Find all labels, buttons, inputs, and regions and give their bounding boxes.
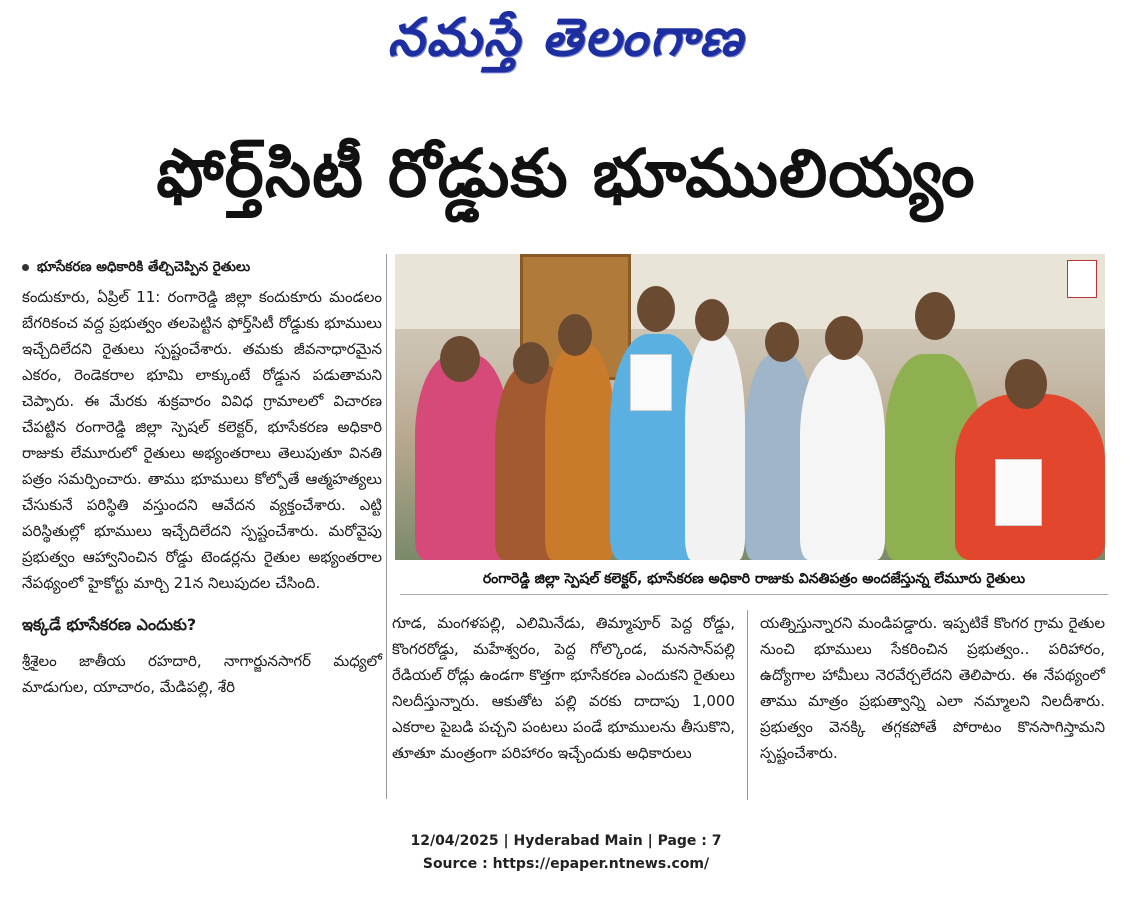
photo-person (800, 354, 885, 560)
petition-paper (630, 354, 672, 411)
headline (0, 128, 1132, 234)
photo-person (685, 334, 745, 560)
bullet-text: భూసేకరణ అధికారికి తేల్చిచెప్పిన రైతులు (37, 259, 251, 275)
headline-text: ఫోర్త్‌సిటీ రోడ్డుకు భూములియ్యం (156, 134, 976, 212)
footer-source: Source : https://epaper.ntnews.com/ (422, 856, 710, 872)
photo-caption: రంగారెడ్డి జిల్లా స్పెషల్ కలెక్టర్, భూసేకరణ అధికారి రాజుకు వినతిపత్రం అందజేస్తున్న లేమూరు రైతులు (400, 566, 1108, 595)
footer-date-edition: 12/04/2025 | Hyderabad Main | Page : 7 (410, 833, 722, 849)
article-column-2 (392, 610, 735, 766)
photo-person-head (513, 342, 549, 384)
column-divider (386, 254, 387, 799)
photo-person (545, 344, 615, 560)
bullet-icon (22, 264, 29, 271)
masthead (0, 4, 1132, 84)
photo-person-head (558, 314, 592, 356)
bullet-line (22, 254, 382, 280)
document-paper (995, 459, 1042, 526)
article-column-1 (22, 254, 382, 700)
photo-person-head (695, 299, 729, 341)
subheading: ఇక్కడే భూసేకరణ ఎందుకు? (22, 615, 197, 634)
article-body-3: యత్నిస్తున్నారని మండిపడ్డారు. ఇప్పటికే కొంగర గ్రామ రైతుల నుంచి భూములు సేకరించిన ప్రభుత్వం.. పరిహారం, ఉద్యోగాల హామీలు నెరవేర్చలేదని తెలిపారు. ఈ నేపథ్యంలో తాము మాత్రం ప్రభుత్వాన్ని ఎలా నమ్మాలని నిలదీశారు. ప్రభుత్వం వెనక్కి తగ్గకపోతే పోరాటం కొనసాగిస్తామని స్పష్టంచేశారు. (760, 614, 1105, 762)
article-column-3 (760, 610, 1105, 766)
masthead-title: నమస్తే తెలంగాణ (387, 7, 745, 68)
article-body-1b: శ్రీశైలం జాతీయ రహదారి, నాగార్జునసాగర్ మధ్యలో మాడుగుల, యాచారం, మేడిపల్లి, శేరి (22, 652, 382, 696)
photo-person-head (915, 292, 955, 340)
photo-sign (1067, 260, 1097, 298)
photo-person-head (1005, 359, 1047, 409)
article-body-1: కందుకూరు, ఏప్రిల్ 11: రంగారెడ్డి జిల్లా కందుకూరు మండలం బేగరికంచ వద్ద ప్రభుత్వం తలపెట్టిన ఫోర్త్‌సిటీ రోడ్డుకు భూములు ఇచ్చేదిలేదని రైతులు స్పష్టంచేశారు. తమకు జీవనాధారమైన ఎకరం, రెండెకరాల భూమి లాక్కుంటే రోడ్డున పడుతామని చెప్పారు. ఈ మేరకు శుక్రవారం వివిధ గ్రామాలలో విచారణ చేపట్టిన రంగారెడ్డి జిల్లా స్పెషల్ కలెక్టర్, భూసేకరణ అధికారి రాజుకు లేమూరులో రైతులు అభ్యంతరాలు తెలుపుతూ వినతి పత్రం సమర్పించారు. తాము భూములు కోల్పోతే ఆత్మహత్యలు చేసుకునే పరిస్థితి వస్తుందని ఆవేదన వ్యక్తంచేశారు. ఎట్టి పరిస్థితుల్లో భూములు ఇచ్చేదిలేదని స్పష్టంచేశారు. మరోవైపు ప్రభుత్వం ఆహ్వానించిన రోడ్డు టెండర్లను రైతుల అభ్యంతరాల నేపథ్యంలో హైకోర్టు మార్చి 21న నిలుపుదల చేసింది. (22, 288, 382, 592)
column-divider (747, 610, 748, 800)
article-body-2: గూడ, మంగళపల్లి, ఎలిమినేడు, తిమ్మాపూర్ పెద్ద రోడ్డు, కొంగరరోడ్డు, మహేశ్వరం, పెద్ద గోల్కొండ, మనసాన్‌పల్లి రేడియల్ రోడ్లు ఉండగా కొత్తగా భూసేకరణ ఎందుకని రైతులు నిలదీస్తున్నారు. ఆకుతోట పల్లి వరకు దాదాపు 1,000 ఎకరాల పైబడి పచ్చని పంటలు పండే భూములను తీసుకొని, తూతూ మంత్రంగా పరిహారం ఇచ్చేందుకు అధికారులు (392, 614, 735, 762)
photo-person-head (440, 336, 480, 382)
news-photo (395, 254, 1105, 560)
photo-wall (395, 254, 1105, 329)
photo-person-head (637, 286, 675, 332)
photo-person-head (825, 316, 863, 360)
photo-person-head (765, 322, 799, 362)
